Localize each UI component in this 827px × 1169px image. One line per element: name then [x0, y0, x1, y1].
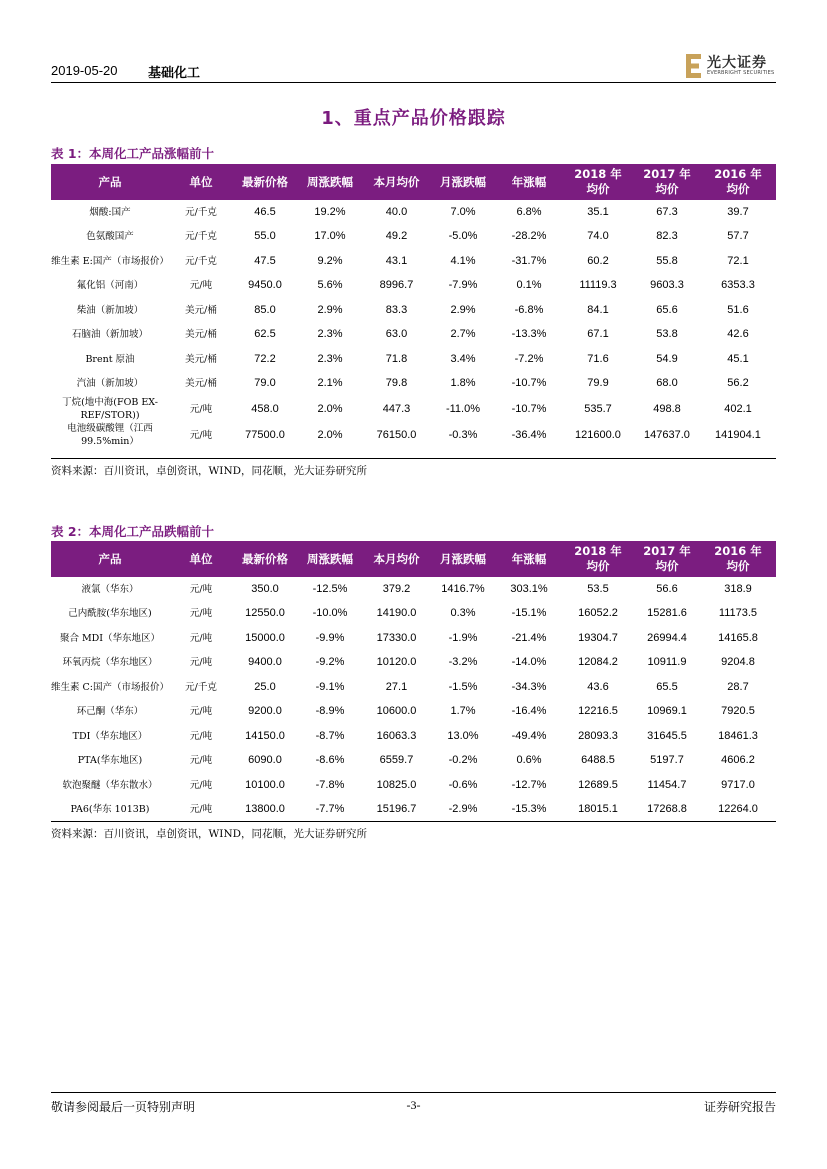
footer-rule: [51, 1092, 776, 1093]
value-cell: 1.7%: [450, 705, 476, 718]
value-cell: -21.4%: [511, 631, 547, 644]
value-cell: 9717.0: [721, 778, 755, 791]
table-row: [51, 225, 776, 250]
value-cell: -12.5%: [312, 582, 348, 595]
table-row: [51, 773, 776, 798]
value-cell: 6559.7: [379, 754, 414, 767]
column-header-line: 2016 年: [714, 167, 762, 181]
value-cell: -3.2%: [448, 656, 478, 669]
value-cell: 79.8: [385, 377, 408, 390]
unit-cell: 元/千克: [185, 681, 217, 693]
unit-cell: 元/吨: [189, 403, 213, 415]
product-name-cell: 聚合 MDI（华东地区）: [59, 632, 161, 644]
value-cell: 25.0: [254, 680, 276, 693]
column-header: 最新价格: [242, 551, 288, 566]
value-cell: 3.4%: [450, 352, 476, 365]
value-cell: 12550.0: [245, 607, 285, 620]
value-cell: 72.2: [254, 352, 276, 365]
value-cell: 6488.5: [581, 754, 615, 767]
column-header: 单位: [189, 551, 213, 566]
unit-cell: 元/吨: [189, 730, 213, 742]
value-cell: -6.8%: [514, 303, 544, 316]
table-row: [51, 602, 776, 627]
table-row: [51, 577, 776, 602]
table-row: [51, 749, 776, 774]
value-cell: 57.7: [727, 230, 749, 243]
table-row: [51, 323, 776, 348]
value-cell: 6090.0: [248, 754, 282, 767]
value-cell: 9450.0: [248, 279, 282, 292]
value-cell: 55.0: [254, 230, 276, 243]
value-cell: -10.0%: [312, 607, 348, 620]
value-cell: 55.8: [656, 254, 678, 267]
value-cell: 2.0%: [317, 402, 343, 415]
value-cell: 56.6: [656, 582, 678, 595]
value-cell: 18015.1: [578, 803, 618, 816]
product-name-cell: PA6(华东 1013B): [70, 804, 150, 816]
column-header: 最新价格: [242, 174, 288, 189]
value-cell: 40.0: [385, 205, 408, 218]
unit-cell: 元/吨: [189, 657, 213, 669]
value-cell: 11173.5: [718, 607, 758, 620]
column-header-line: 2018 年: [574, 167, 622, 181]
value-cell: 0.6%: [516, 754, 542, 767]
report-date: 2019-05-20: [51, 63, 118, 78]
value-cell: 10969.1: [647, 705, 687, 718]
table2-caption: 表 2：本周化工产品跌幅前十: [51, 524, 215, 539]
column-header-line: 均价: [586, 559, 610, 573]
column-header: [634, 164, 700, 200]
value-cell: -49.4%: [511, 729, 547, 742]
value-cell: 68.0: [656, 377, 678, 390]
value-cell: -1.5%: [448, 680, 478, 693]
value-cell: -12.7%: [511, 778, 547, 791]
value-cell: 60.2: [587, 254, 609, 267]
value-cell: 121600.0: [575, 428, 621, 441]
product-name-cell: 汽油（新加坡）: [76, 378, 144, 390]
table2-bottom-rule: [51, 821, 776, 822]
value-cell: 9603.3: [650, 279, 684, 292]
table2-source: 资料来源：百川资讯，卓创资讯，WIND，同花顺，光大证券研究所: [51, 828, 368, 840]
value-cell: 7.0%: [450, 205, 476, 218]
unit-cell: 元/千克: [185, 255, 217, 267]
value-cell: 2.1%: [317, 377, 343, 390]
product-name-cell: Brent 原油: [85, 353, 135, 365]
column-header: [562, 164, 634, 200]
logo-en-text: EVERBRIGHT SECURITIES: [707, 70, 775, 76]
column-header-line: 均价: [655, 559, 679, 573]
value-cell: 19.2%: [314, 205, 346, 218]
table1-header-row: [51, 164, 776, 200]
value-cell: 56.2: [727, 377, 749, 390]
logo-cn-text: 光大证券: [707, 55, 767, 71]
product-name-cell: 柴油（新加坡）: [76, 304, 144, 316]
unit-cell: 元/吨: [189, 280, 213, 292]
value-cell: -0.3%: [448, 428, 478, 441]
value-cell: -11.0%: [445, 402, 481, 415]
value-cell: 12084.2: [578, 656, 618, 669]
column-header: [700, 541, 776, 577]
value-cell: -5.0%: [448, 230, 478, 243]
value-cell: 350.0: [251, 582, 279, 595]
column-header: 年涨幅: [511, 551, 547, 566]
page-number: -3-: [406, 1098, 421, 1112]
value-cell: 9400.0: [248, 656, 282, 669]
column-header: 周涨跌幅: [307, 551, 353, 566]
value-cell: 16052.2: [578, 607, 618, 620]
product-name-cell: TDI（华东地区）: [72, 730, 148, 742]
table1-bottom-rule: [51, 458, 776, 459]
column-header: 月涨跌幅: [440, 551, 486, 566]
value-cell: 83.3: [385, 303, 408, 316]
product-name-cell: 色氨酸国产: [86, 231, 134, 243]
value-cell: 67.1: [587, 328, 609, 341]
value-cell: 14190.0: [376, 607, 417, 620]
value-cell: 402.1: [724, 402, 752, 415]
value-cell: 62.5: [254, 328, 276, 341]
value-cell: -8.7%: [315, 729, 345, 742]
value-cell: 1.8%: [450, 377, 476, 390]
value-cell: 71.6: [587, 352, 609, 365]
value-cell: 2.0%: [317, 428, 343, 441]
table-row: [51, 675, 776, 700]
product-name-cell: 环氧丙烷（华东地区）: [62, 657, 158, 669]
value-cell: 26994.4: [647, 631, 687, 644]
value-cell: 43.6: [587, 680, 609, 693]
value-cell: -7.8%: [315, 778, 345, 791]
value-cell: 16063.3: [376, 729, 417, 742]
value-cell: 82.3: [656, 230, 678, 243]
table-row: [51, 200, 776, 225]
table1-rising-products: [51, 164, 776, 448]
value-cell: 6.8%: [516, 205, 542, 218]
value-cell: 5197.7: [650, 754, 684, 767]
value-cell: -10.7%: [511, 377, 547, 390]
everbright-logo-icon: [685, 53, 703, 79]
value-cell: 47.5: [254, 254, 276, 267]
value-cell: 141904.1: [715, 428, 761, 441]
value-cell: 2.3%: [317, 328, 343, 341]
value-cell: -10.7%: [511, 402, 547, 415]
value-cell: 447.3: [382, 402, 411, 415]
value-cell: 379.2: [382, 582, 411, 595]
value-cell: 85.0: [254, 303, 276, 316]
value-cell: -28.2%: [511, 230, 547, 243]
value-cell: 45.1: [727, 352, 749, 365]
value-cell: -9.9%: [315, 631, 345, 644]
value-cell: 53.5: [587, 582, 609, 595]
value-cell: 11119.3: [579, 279, 617, 292]
column-header-line: 均价: [586, 182, 610, 196]
value-cell: 67.3: [656, 205, 678, 218]
value-cell: 9204.8: [721, 656, 755, 669]
table-row: [51, 274, 776, 299]
product-name-cell: 丁烷(地中海(FOB EX-REF/STOR)): [62, 397, 158, 421]
unit-cell: 元/吨: [189, 779, 213, 791]
section-title: 1、重点产品价格跟踪: [321, 108, 506, 129]
unit-cell: 元/吨: [189, 632, 213, 644]
value-cell: 4.1%: [450, 254, 476, 267]
value-cell: 0.3%: [450, 607, 476, 620]
value-cell: 63.0: [385, 328, 408, 341]
value-cell: 15196.7: [376, 803, 417, 816]
unit-cell: 美元/桶: [185, 304, 217, 316]
value-cell: 15000.0: [245, 631, 285, 644]
value-cell: 14165.8: [718, 631, 758, 644]
value-cell: 65.6: [656, 303, 678, 316]
value-cell: 0.1%: [516, 279, 542, 292]
value-cell: -34.3%: [511, 680, 547, 693]
value-cell: 71.8: [385, 352, 408, 365]
table1-source: 资料来源：百川资讯，卓创资讯，WIND，同花顺，光大证券研究所: [51, 465, 368, 477]
value-cell: 76150.0: [376, 428, 417, 441]
footer-report-type: 证券研究报告: [703, 1100, 776, 1114]
value-cell: 79.9: [587, 377, 609, 390]
table-row: [51, 396, 776, 422]
product-name-cell: 软泡聚醚（华东散水）: [62, 779, 158, 791]
value-cell: 54.9: [656, 352, 678, 365]
value-cell: 77500.0: [245, 428, 285, 441]
column-header: 产品: [98, 551, 122, 566]
value-cell: 535.7: [584, 402, 612, 415]
value-cell: 27.1: [385, 680, 408, 693]
value-cell: 458.0: [251, 402, 279, 415]
value-cell: -1.9%: [448, 631, 478, 644]
table2-falling-products: [51, 541, 776, 822]
value-cell: -13.3%: [511, 328, 547, 341]
value-cell: -0.6%: [448, 778, 478, 791]
column-header: 本月均价: [373, 174, 420, 189]
table-row: [51, 626, 776, 651]
value-cell: 13800.0: [245, 803, 285, 816]
value-cell: 1416.7%: [441, 582, 485, 595]
value-cell: 79.0: [254, 377, 276, 390]
value-cell: -8.6%: [315, 754, 345, 767]
column-header-line: 均价: [726, 182, 750, 196]
header-rule: [51, 82, 776, 83]
unit-cell: 元/吨: [189, 608, 213, 620]
table-row: [51, 347, 776, 372]
product-name-cell: 氟化铝（河南）: [76, 280, 144, 292]
product-name-cell: 己内酰胺(华东地区): [68, 608, 152, 620]
value-cell: 12216.5: [578, 705, 618, 718]
value-cell: 84.1: [587, 303, 609, 316]
value-cell: 17330.0: [376, 631, 417, 644]
value-cell: 2.7%: [450, 328, 476, 341]
value-cell: -31.7%: [511, 254, 547, 267]
value-cell: -7.2%: [514, 352, 544, 365]
value-cell: 12689.5: [578, 778, 618, 791]
value-cell: -9.2%: [315, 656, 345, 669]
value-cell: -15.3%: [511, 803, 547, 816]
value-cell: 9200.0: [248, 705, 282, 718]
column-header: 月涨跌幅: [440, 174, 486, 189]
product-name-cell: 维生素 C:国产（市场报价）: [51, 681, 169, 693]
unit-cell: 元/吨: [189, 583, 213, 595]
column-header: [562, 541, 634, 577]
value-cell: -14.0%: [511, 656, 547, 669]
value-cell: -0.2%: [448, 754, 478, 767]
value-cell: 43.1: [385, 254, 408, 267]
column-header-line: 2017 年: [643, 544, 691, 558]
column-header-line: 均价: [655, 182, 679, 196]
value-cell: -15.1%: [511, 607, 547, 620]
value-cell: -9.1%: [315, 680, 345, 693]
table-row: [51, 651, 776, 676]
product-name-cell: 烟酸:国产: [89, 206, 131, 218]
value-cell: 5.6%: [317, 279, 343, 292]
column-header-line: 2018 年: [574, 544, 622, 558]
unit-cell: 元/吨: [189, 755, 213, 767]
value-cell: -36.4%: [511, 428, 547, 441]
value-cell: 65.5: [656, 680, 678, 693]
unit-cell: 美元/桶: [185, 378, 217, 390]
value-cell: 147637.0: [644, 428, 690, 441]
value-cell: 4606.2: [721, 754, 755, 767]
value-cell: 8996.7: [379, 279, 414, 292]
column-header: 本月均价: [373, 551, 420, 566]
value-cell: 7920.5: [721, 705, 755, 718]
table-row: [51, 422, 776, 448]
column-header: [634, 541, 700, 577]
value-cell: 14150.0: [245, 729, 285, 742]
value-cell: -2.9%: [448, 803, 478, 816]
product-name-cell: PTA(华东地区): [77, 755, 143, 767]
value-cell: 72.1: [727, 254, 749, 267]
value-cell: -7.9%: [448, 279, 478, 292]
value-cell: 17.0%: [314, 230, 346, 243]
column-header: 周涨跌幅: [307, 174, 353, 189]
value-cell: 2.3%: [317, 352, 343, 365]
value-cell: 10600.0: [376, 705, 417, 718]
table1-caption: 表 1：本周化工产品涨幅前十: [51, 146, 215, 161]
value-cell: 12264.0: [718, 803, 758, 816]
value-cell: 74.0: [587, 230, 609, 243]
column-header: 年涨幅: [511, 174, 547, 189]
value-cell: -7.7%: [315, 803, 345, 816]
value-cell: 28093.3: [578, 729, 618, 742]
table-row: [51, 700, 776, 725]
value-cell: 39.7: [727, 205, 749, 218]
value-cell: -16.4%: [511, 705, 547, 718]
value-cell: 303.1%: [510, 582, 548, 595]
value-cell: 318.9: [724, 582, 752, 595]
value-cell: 9.2%: [317, 254, 343, 267]
footer-disclaimer: 敬请参阅最后一页特别声明: [51, 1100, 196, 1114]
value-cell: 18461.3: [718, 729, 758, 742]
column-header: 产品: [98, 174, 122, 189]
unit-cell: 元/千克: [185, 206, 217, 218]
value-cell: 10911.9: [647, 656, 687, 669]
product-name-cell: 石脑油（新加坡）: [71, 329, 148, 341]
value-cell: 13.0%: [447, 729, 479, 742]
table-row: [51, 798, 776, 823]
company-logo: [685, 51, 777, 81]
unit-cell: 美元/桶: [185, 329, 217, 341]
column-header-line: 均价: [726, 559, 750, 573]
value-cell: 10120.0: [376, 656, 417, 669]
value-cell: 19304.7: [578, 631, 618, 644]
value-cell: 42.6: [727, 328, 749, 341]
unit-cell: 元/吨: [189, 804, 213, 816]
value-cell: 10825.0: [376, 778, 417, 791]
unit-cell: 元/千克: [185, 231, 217, 243]
value-cell: 498.8: [653, 402, 681, 415]
value-cell: 10100.0: [245, 778, 285, 791]
column-header-line: 2017 年: [643, 167, 691, 181]
product-name-cell: 维生素 E:国产（市场报价）: [51, 255, 169, 267]
table2-header-row: [51, 541, 776, 577]
table-row: [51, 372, 776, 397]
column-header-line: 2016 年: [714, 544, 762, 558]
unit-cell: 美元/桶: [185, 353, 217, 365]
value-cell: 6353.3: [721, 279, 755, 292]
value-cell: 17268.8: [647, 803, 687, 816]
column-header: [700, 164, 776, 200]
value-cell: 2.9%: [450, 303, 476, 316]
report-category: 基础化工: [148, 66, 201, 81]
value-cell: 15281.6: [647, 607, 687, 620]
value-cell: -8.9%: [315, 705, 345, 718]
value-cell: 49.2: [385, 230, 408, 243]
product-name-cell: 环己酮（华东）: [76, 706, 144, 718]
table-row: [51, 249, 776, 274]
value-cell: 28.7: [727, 680, 749, 693]
column-header: 单位: [189, 174, 213, 189]
table-row: [51, 298, 776, 323]
table2-body: [51, 577, 776, 822]
value-cell: 53.8: [656, 328, 678, 341]
table1-body: [51, 200, 776, 448]
unit-cell: 元/吨: [189, 706, 213, 718]
value-cell: 2.9%: [317, 303, 343, 316]
unit-cell: 元/吨: [189, 429, 213, 441]
value-cell: 31645.5: [647, 729, 687, 742]
value-cell: 51.6: [727, 303, 749, 316]
product-name-cell: 液氯（华东）: [81, 583, 139, 595]
value-cell: 11454.7: [647, 778, 687, 791]
value-cell: 35.1: [587, 205, 609, 218]
product-name-cell: 电池级碳酸锂（江西 99.5%min）: [67, 423, 153, 447]
table-row: [51, 724, 776, 749]
value-cell: 46.5: [254, 205, 276, 218]
